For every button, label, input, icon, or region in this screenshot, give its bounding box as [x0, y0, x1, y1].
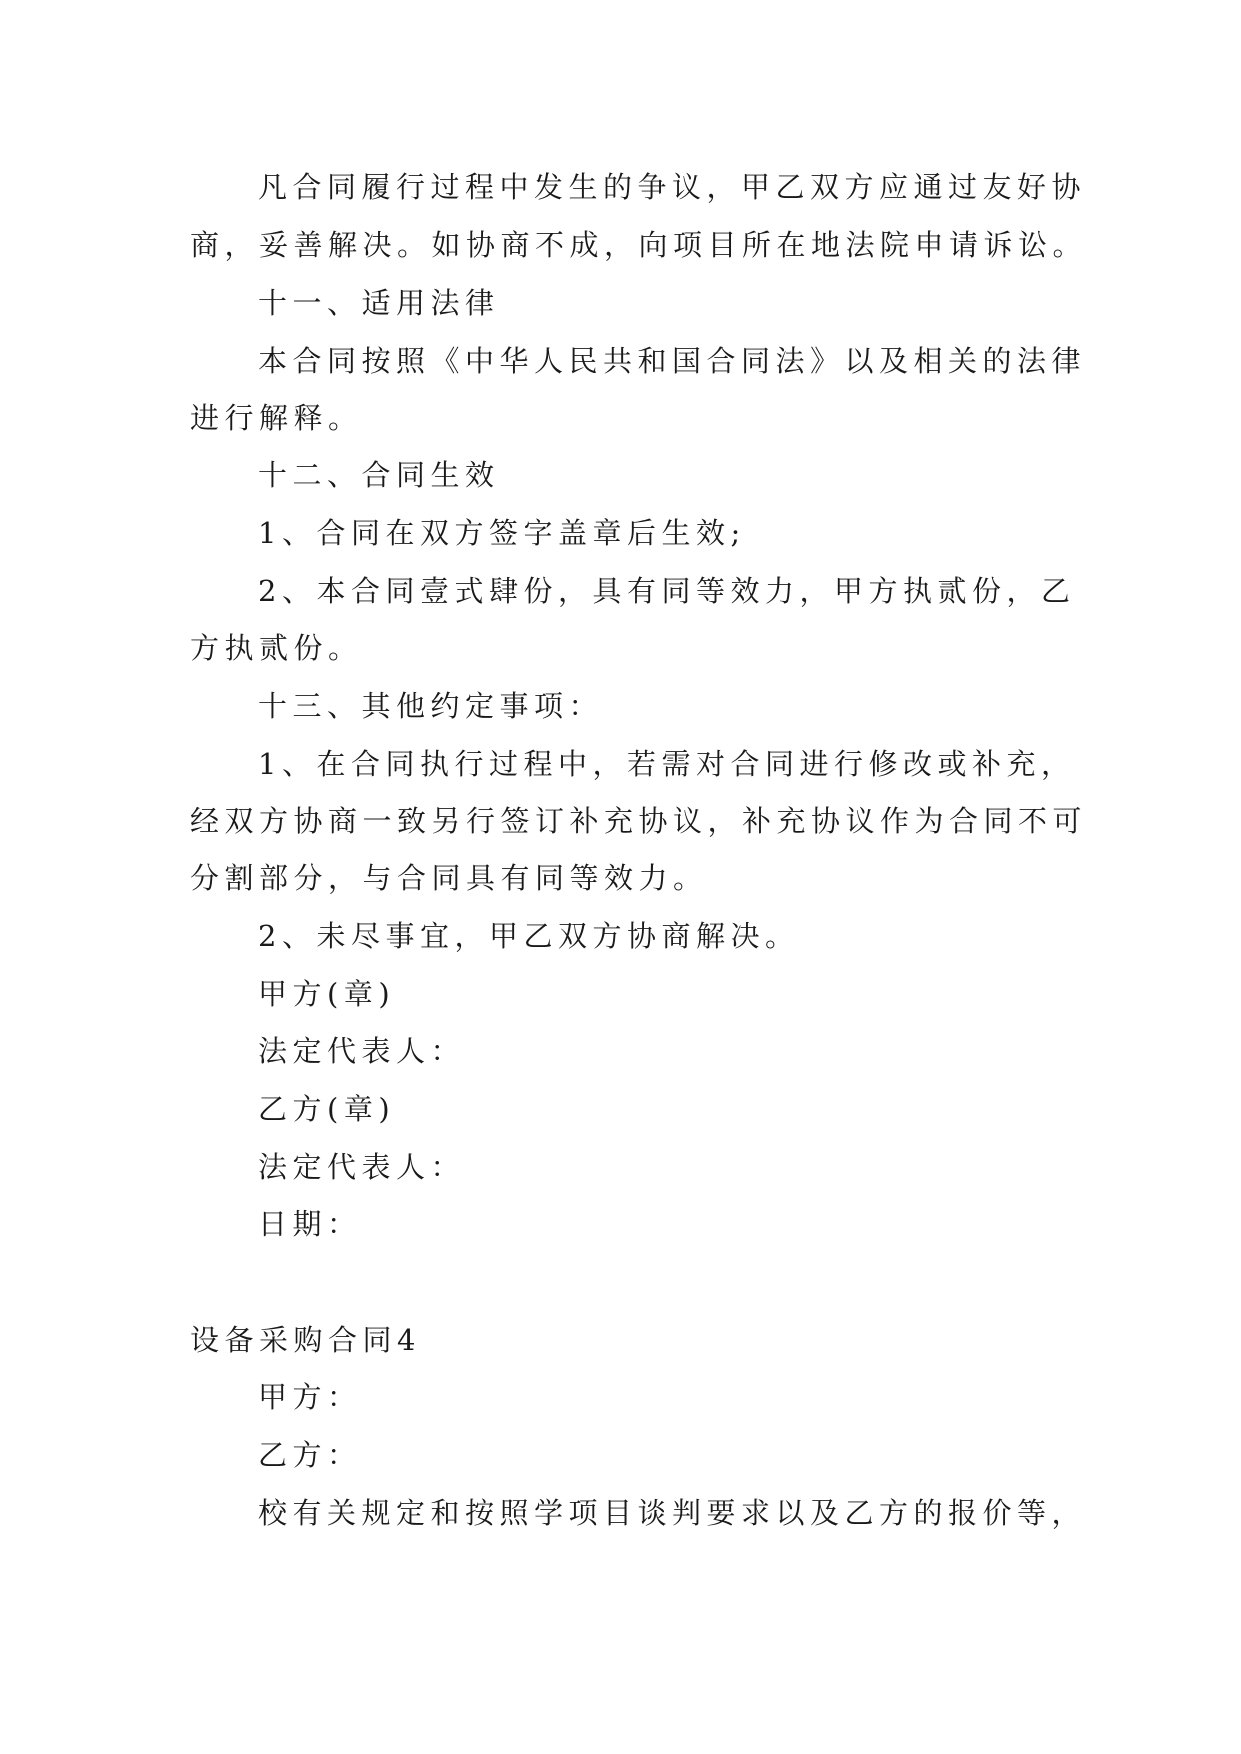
clause-other-1-line-1: 1、在合同执行过程中，若需对合同进行修改或补充， [258, 747, 1076, 781]
section-heading-applicable-law: 十一、适用法律 [258, 286, 500, 320]
document-title-contract-4: 设备采购合同4 [190, 1323, 421, 1357]
party-b-representative: 法定代表人： [258, 1150, 466, 1184]
paragraph-dispute-line-1: 凡合同履行过程中发生的争议，甲乙双方应通过友好协 [258, 170, 1087, 204]
clause-effect-2-line-2: 方执贰份。 [190, 631, 363, 665]
paragraph-preamble-line-1: 校有关规定和按照学项目谈判要求以及乙方的报价等， [258, 1496, 1087, 1530]
paragraph-law-line-1: 本合同按照《中华人民共和国合同法》以及相关的法律 [258, 344, 1087, 378]
date-label: 日期： [258, 1207, 362, 1241]
section-heading-contract-effect: 十二、合同生效 [258, 458, 500, 492]
party-a-representative: 法定代表人： [258, 1034, 466, 1068]
party-b-label: 乙方： [258, 1438, 362, 1472]
party-a-seal: 甲方(章) [258, 977, 396, 1011]
clause-other-2: 2、未尽事宜，甲乙双方协商解决。 [258, 919, 800, 953]
clause-other-1-line-3: 分割部分，与合同具有同等效力。 [190, 861, 708, 895]
section-heading-other-matters: 十三、其他约定事项： [258, 689, 604, 723]
party-a-label: 甲方： [258, 1380, 362, 1414]
clause-other-1-line-2: 经双方协商一致另行签订补充协议，补充协议作为合同不可 [190, 804, 1088, 838]
paragraph-dispute-line-2: 商，妥善解决。如协商不成，向项目所在地法院申请诉讼。 [190, 228, 1088, 262]
party-b-seal: 乙方(章) [258, 1092, 396, 1126]
clause-effect-1: 1、合同在双方签字盖章后生效; [258, 516, 746, 550]
clause-effect-2-line-1: 2、本合同壹式肆份，具有同等效力，甲方执贰份，乙 [258, 574, 1076, 608]
paragraph-law-line-2: 进行解释。 [190, 401, 363, 435]
